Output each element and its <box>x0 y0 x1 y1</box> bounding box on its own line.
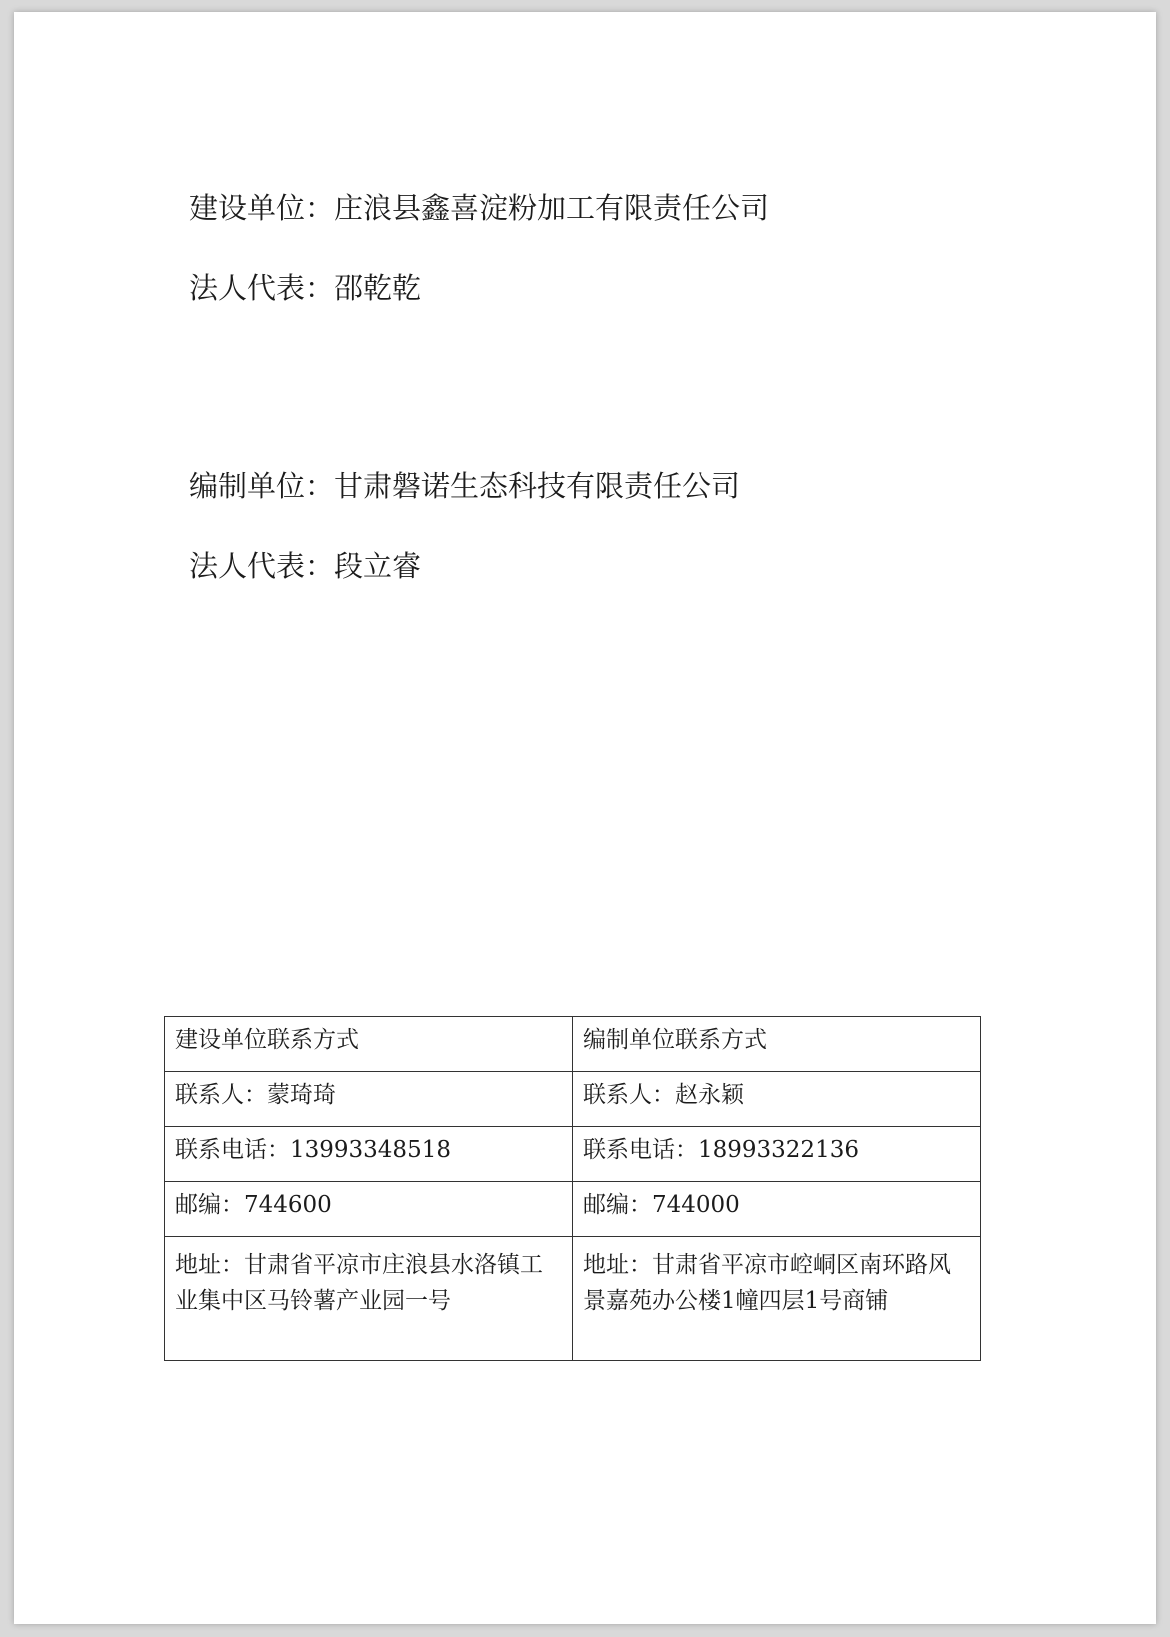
compiler-unit-line: 编制单位：甘肃磐诺生态科技有限责任公司 <box>189 469 741 503</box>
builder-postcode: 邮编：744600 <box>165 1182 573 1237</box>
builder-legal-rep-line: 法人代表：邵乾乾 <box>189 271 422 305</box>
table-row <box>165 1182 981 1237</box>
builder-unit-line: 建设单位：庄浪县鑫喜淀粉加工有限责任公司 <box>189 191 770 225</box>
document-page <box>14 12 1156 1624</box>
compiler-phone: 联系电话：18993322136 <box>573 1127 981 1182</box>
table-row <box>165 1237 981 1361</box>
builder-contact-person: 联系人：蒙琦琦 <box>165 1072 573 1127</box>
compiler-contact-person: 联系人：赵永颖 <box>573 1072 981 1127</box>
table-header-row <box>165 1017 981 1072</box>
builder-address: 地址：甘肃省平凉市庄浪县水洛镇工业集中区马铃薯产业园一号 <box>165 1237 573 1361</box>
table-row <box>165 1127 981 1182</box>
compiler-contact-header: 编制单位联系方式 <box>573 1017 981 1072</box>
contact-table <box>164 1016 981 1361</box>
compiler-legal-rep-line: 法人代表：段立睿 <box>189 549 422 583</box>
table-row <box>165 1072 981 1127</box>
compiler-address: 地址：甘肃省平凉市崆峒区南环路风景嘉苑办公楼1幢四层1号商铺 <box>573 1237 981 1361</box>
builder-phone: 联系电话：13993348518 <box>165 1127 573 1182</box>
compiler-postcode: 邮编：744000 <box>573 1182 981 1237</box>
builder-contact-header: 建设单位联系方式 <box>165 1017 573 1072</box>
